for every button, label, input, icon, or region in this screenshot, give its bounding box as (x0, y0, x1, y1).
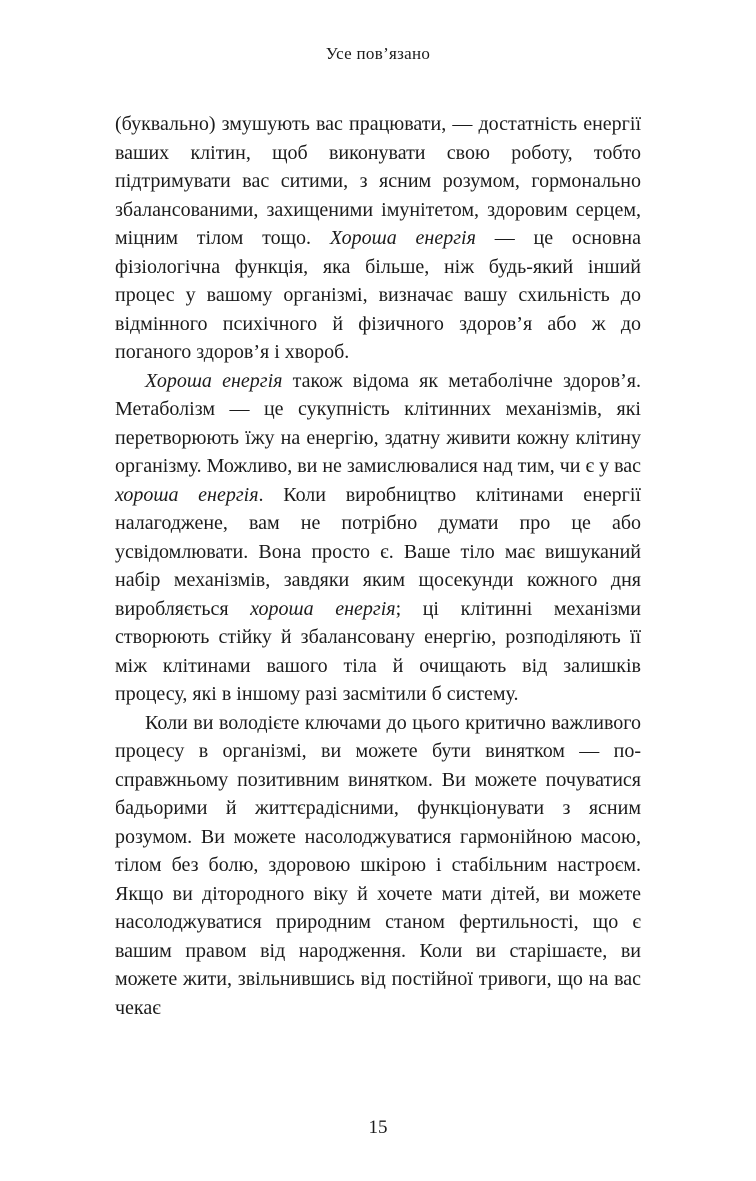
paragraph-3: Коли ви володієте ключами до цього критично важливого процесу в організмі, ви можете бути винятком — по-справжньому позитивним винятком. Ви можете почуватися бадьорими й життєрадісними, функціонувати з ясним розумом. Ви можете насолоджуватися гармонійною масою, тілом без болю, здоровою шкірою і стабільним настроєм. Якщо ви дітородного віку й хочете мати дітей, ви можете насолоджуватися природним станом фертильності, що є вашим правом від народження. Коли ви старішаєте, ви можете жити, звільнившись від постійної тривоги, що на вас чекає (115, 711, 641, 1019)
paragraph-2: Хороша енергія також відома як метаболічне здоров’я. Метаболізм — це сукупність клітинних механізмів, які перетворюють їжу на енергію, здатну живити кожну клітину організму. Можливо, ви не замислювалися над тим, чи є у вас хороша енергія. Коли виробництво клітинами енергії налагоджене, вам не потрібно думати про це або усвідомлювати. Вона просто є. Ваше тіло має вишуканий набір механізмів, завдяки яким щосекунди кожного дня виробляється хороша енергія; ці клітинні механізми створюють стійку й збалансовану енергію, розподіляють її між клітинами вашого тіла й очищають від залишків процесу, які в іншому разі засмітили б систему. (115, 369, 642, 705)
running-head: Усе пов’язано (325, 44, 431, 63)
paragraph-1: (буквально) змушують вас працювати, — достатність енергії ваших клітин, щоб виконувати свою роботу, тобто підтримувати вас ситими, з ясним розумом, гормонально збалансованими, захищеними імунітетом, здоровим серцем, міцним тілом тощо. Хороша енергія — це основна фізіологічна функція, яка більше, ніж будь-який інший процес у вашому організмі, визначає вашу схильність до відмінного психічного й фізичного здоров’я або ж до поганого здоров’я і хвороб. (115, 113, 641, 363)
page-number: 15 (368, 1117, 388, 1138)
body-text (115, 110, 641, 1022)
